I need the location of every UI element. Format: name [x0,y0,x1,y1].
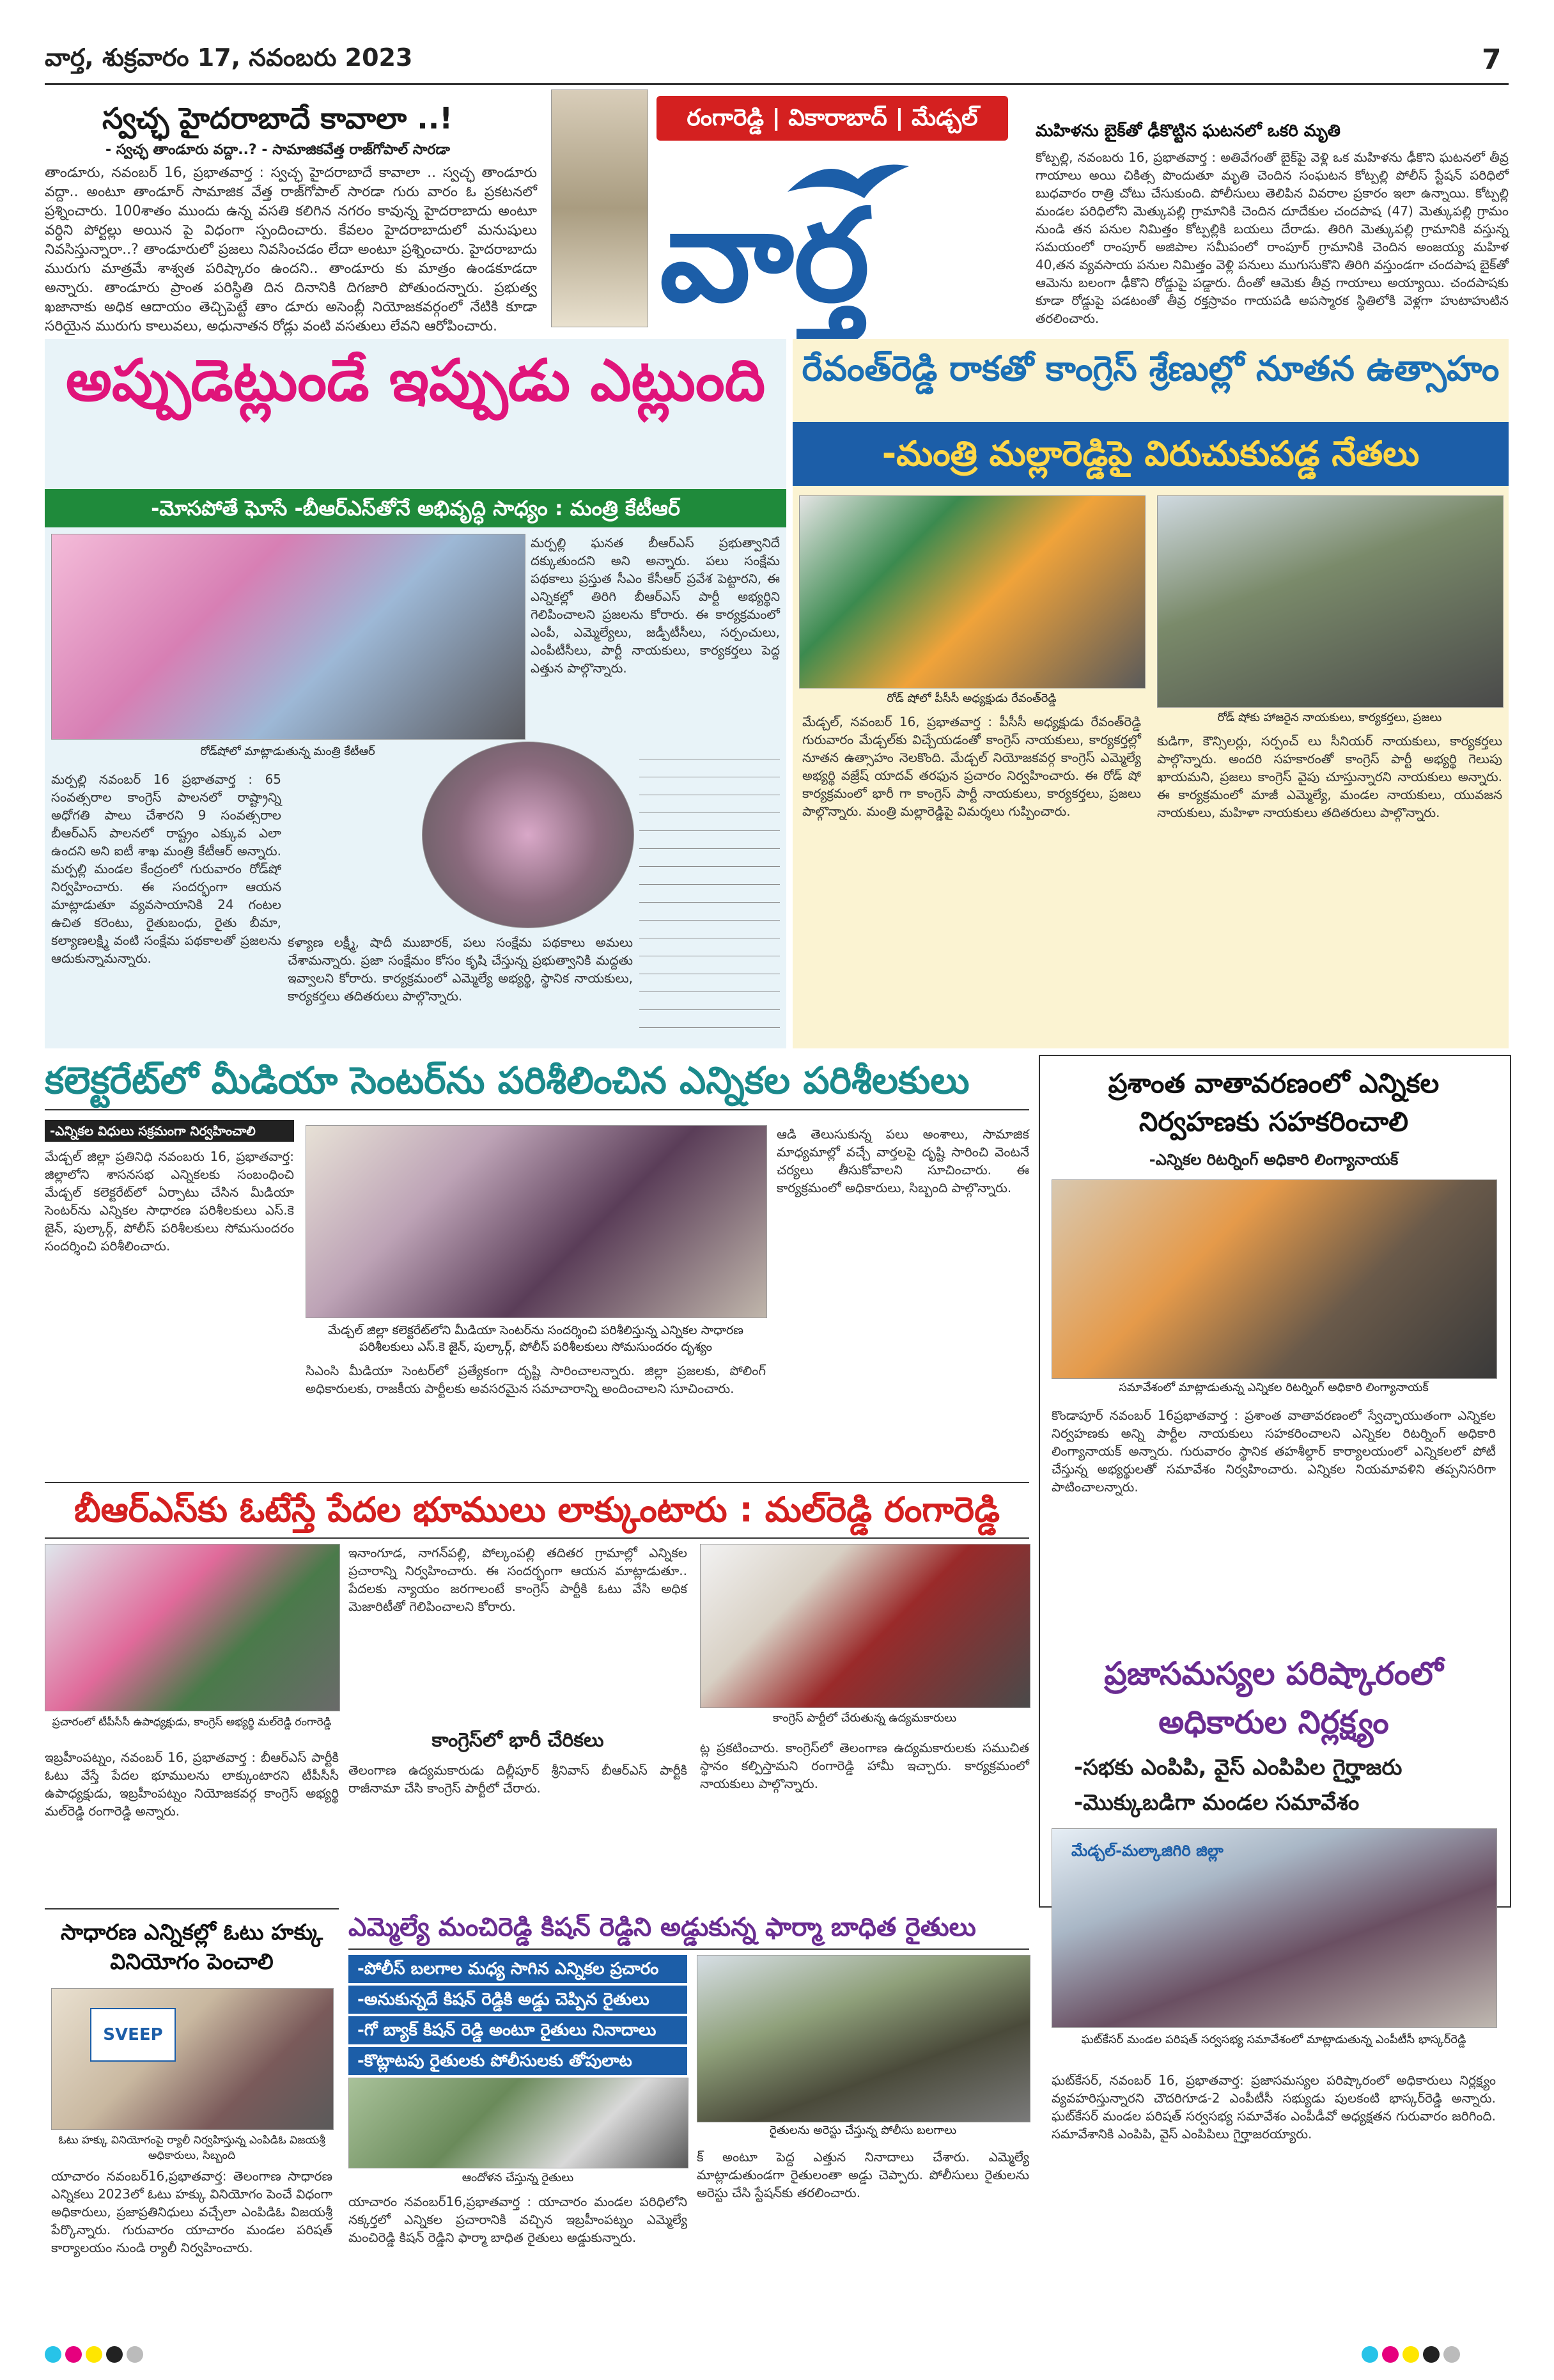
article-5-photo [306,1125,767,1318]
article-8-subtitle-1: -సభకు ఎంపిపి, వైస్ ఎంపిపిల గైర్హాజరు [1074,1755,1402,1780]
district-strip [657,96,1008,141]
article-10-photo-2 [348,2078,688,2168]
article-9-body: యాచారం నవంబర్16,ప్రభాతవార్త: తెలంగాణ సాధారణ ఎన్నికలు 2023లో ఓటు హక్కు వినియోగం పెంచే విధంగా అధికారులు, ప్రజాప్రతినిధులు వచ్చేలా ఎంపిడిఓ విజయశ్రీ పేర్కొన్నారు. గురువారం యాచారం మండల పరిషత్ కార్యాలయం నుండి ర్యాలీ నిర్వహించారు. [51,2168,332,2255]
registration-marks-right [1362,2346,1464,2365]
article-7-rule-top [45,1482,1029,1483]
masthead-block [551,89,1011,332]
article-8-photo-banner: మేడ్చల్-మల్కాజిగిరి జిల్లా [1071,1842,1224,1860]
article-1-title: స్వచ్ఛ హైదరాబాదే కావాలా ..! [102,101,453,136]
article-4-photo-1 [799,495,1146,688]
article-4-title: రేవంత్‌రెడ్డి రాకతో కాంగ్రెస్ శ్రేణుల్లో నూతన ఉత్సాహం [802,348,1500,389]
article-4-subtitle: -మంత్రి మల్లారెడ్డిపై విరుచుకుపడ్డ నేతలు [882,433,1420,474]
article-7-body-4: ట్ల ప్రకటించారు. కాంగ్రెస్‌లో తెలంగాణ ఉద్యమకారులకు సముచిత స్థానం కల్పిస్తామని రంగారెడ్డి హామీ ఇచ్చారు. కార్యక్రమంలో నాయకులు పాల్గొన్నారు. [700,1740,1029,1791]
article-6-photo [1052,1179,1497,1379]
reg-dot-cyan-r [1362,2346,1378,2363]
article-3-subtitle-bar [45,489,786,527]
reg-dot-cyan [45,2346,61,2363]
article-4-caption-1: రోడ్ షోలో పీసీసీ అధ్యక్షుడు రేవంత్‌రెడ్డి [887,692,1057,705]
article-8-body: ఘట్‌కేసర్, నవంబర్ 16, ప్రభాతవార్త: ప్రజాసమస్యల పరిష్కారంలో అధికారులు నిర్లక్ష్యం వ్యవహరిస్తున్నారని చౌదరిగూడ-2 ఎంపీటీసీ సభ్యుడు పులకంటి భాస్కర్‌రెడ్డి అన్నారు. ఘట్‌కేసర్ మండల పరిషత్ సర్వసభ్య సమావేశం ఎంపీడీవో అధ్యక్షతన గురువారం జరిగింది. సమావేశానికి ఎంపిపి, వైస్ ఎంపిపిలు గైర్హాజరయ్యారు. [1052,2073,1496,2142]
article-10-bullet-4: -కొట్లాటపు రైతులకు పోలీసులకు తోపులాట [348,2047,687,2075]
article-9-poster [90,2008,176,2062]
article-1-subtitle: - స్వచ్ఛ తాండూరు వద్దా..? - సామాజికవేత్త రాజ్‌గోపాల్ సారడా [105,142,450,158]
article-5-body-2: సిఎంసి మీడియా సెంటర్‌లో ప్రత్యేకంగా దృష్టి సారించాలన్నారు. జిల్లా ప్రజలకు, పోలింగ్ అధికారులకు, రాజకీయ పార్టీలకు అవసరమైన సమాచారాన్ని అందించాలని సూచించారు. [306,1363,766,1396]
article-5-caption: మేడ్చల్ జిల్లా కలెక్టరేట్‌లోని మీడియా సెంటర్‌ను సందర్శించి పరిశీలిస్తున్న ఎన్నికల సాధారణ పరిశీలకులు ఎస్.కె జైన్, పుల్కార్గ్, పోలీస్ పరిశీలకులు సోమసుందరం దృశ్యం [328,1323,743,1354]
article-7-photo-2 [700,1544,1030,1708]
article-10-bullet-1: -పోలీస్ బలగాల మధ్య సాగిన ఎన్నికల ప్రచారం [348,1955,687,1983]
article-3-caption: రోడ్‌షోలో మాట్లాడుతున్న మంత్రి కేటీఆర్ [200,745,375,758]
article-3-photo [51,534,525,740]
article-9-poster-text: SVEEP [103,2025,163,2044]
article-10-bullets [348,1955,687,2075]
article-10-caption-2: ఆందోళన చేస్తున్న రైతులు [462,2171,574,2184]
article-3-body-2: కళ్యాణ లక్ష్మీ, షాదీ ముబారక్, పలు సంక్షేమ పథకాలు అమలు చేశామన్నారు. ప్రజా సంక్షేమం కోసం కృషి చేస్తున్న ప్రభుత్వానికి మద్దతు ఇవ్వాలని కోరారు. కార్యక్రమంలో ఎమ్మెల్యే అభ్యర్థి, స్థానిక నాయకులు, కార్యకర్తలు తదితరులు పాల్గొన్నారు. [288,935,633,1004]
article-3-body-1: మర్పల్లి నవంబర్ 16 ప్రభాతవార్త : 65 సంవత్సరాల కాంగ్రెస్ పాలనలో రాష్ట్రాన్ని అధోగతి పాలు చేశారని 9 సంవత్సరాల బీఆర్ఎస్ పాలనలో రాష్ట్రం ఎక్కువ ఎలా ఉందని అని ఐటీ శాఖ మంత్రి కేటీఆర్ అన్నారు. మర్పల్లి మండల కేంద్రంలో గురువారం రోడ్‌షో నిర్వహించారు. ఈ సందర్భంగా ఆయన మాట్లాడుతూ వ్యవసాయానికి 24 గంటల ఉచిత కరెంటు, రైతుబంధు, రైతు బీమా, కల్యాణలక్ష్మి వంటి సంక్షేమ పథకాలతో ప్రజలను ఆదుకున్నామన్నారు. [51,772,281,966]
article-10-photo-1 [697,1955,1030,2122]
article-4-body-1: మేడ్చల్, నవంబర్ 16, ప్రభాతవార్త : పీసీసీ అధ్యక్షుడు రేవంత్‌రెడ్డి గురువారం మేడ్చల్‌కు విచ్చేయడంతో కాంగ్రెస్ నాయకులు, కార్యకర్తల్లో నూతన ఉత్సాహం నెలకొంది. మేడ్చల్ నియోజకవర్గ కాంగ్రెస్ ఎమ్మెల్యే అభ్యర్థి వజ్రేష్ యాదవ్ తరఫున ప్రచారం నిర్వహించారు. ఈ రోడ్ షో కార్యక్రమంలో భారీ గా కాంగ్రెస్ పార్టీ నాయకులు, కార్యకర్తలు, ప్రజలు పాల్గొన్నారు. మంత్రి మల్లారెడ్డిపై విమర్శలు గుప్పించారు. [802,714,1141,819]
logo-text: వార్త [660,180,870,331]
article-10-body-1: యాచారం నవంబర్16,ప్రభాతవార్త : యాచారం మండల పరిధిలోని నక్కర్తలో ఎన్నికల ప్రచారానికి వచ్చిన ఇబ్రహీంపట్నం ఎమ్మెల్యే మంచిరెడ్డి కిషన్ రెడ్డిని ఫార్మా బాధిత రైతులు అడ్డుకున్నారు. [348,2194,687,2245]
article-8-caption: ఘట్‌కేసర్ మండల పరిషత్ సర్వసభ్య సమావేశంలో మాట్లాడుతున్న ఎంపీటీసీ భాస్కర్‌రెడ్డి [1081,2033,1466,2046]
article-1-body: తాండూరు, నవంబర్ 16, ప్రభాతవార్త : స్వచ్ఛ హైదరాబాదే కావాలా .. స్వచ్ఛ తాండూరు వద్దా.. అంటూ తాండూర్ సామాజిక వేత్త రాజ్‌గోపాల్ సారడా గురు వారం ఓ ప్రకటనలో ప్రశ్నించారు. 100శాతం ముందు ఉన్న వసతి కలిగిన నగరం కావున్న హైదరాబాదు అంటూ వర్ధిని పోర్టల్లు అయిన పై విధంగా స్పందించారు. కేవలం హైదరాబాదులో మనుషులు నివసిస్తున్నారా..? తాండూరులో ప్రజలు నివసించడం లేదా అంటూ ప్రశ్నించారు. హైదరాబాదు మురుగు మాత్రమే శాశ్వత పరిష్కారం ఉందని.. తాండూరు కు మాత్రం ఉండకూడదా అన్నారు. తాండూరు ప్రాంత పరిస్థితి దిన దినానికి దిగజారి పోతుందన్నారు. ప్రభుత్వ ఖజానాకు అధిక ఆదాయం తెచ్చిపెట్టే తాం డూరు అసెంబ్లీ నియోజకవర్గంలో నేటికి కూడా సరియైన మురుగు కాలువలు, అధునాతన రోడ్లు వంటి వసతులు లేవని ఆరోపించారు. [45,165,537,334]
article-10-rule [348,1948,1029,1950]
article-4-photo-2 [1157,495,1503,708]
registration-marks-left [45,2346,147,2365]
article-3-crowd-photo [422,742,634,928]
article-4-body-2: కుడిగా, కౌన్సిలర్లు, సర్పంచ్ లు సీనియర్ నాయకులు, కార్యకర్తలు పాల్గొన్నారు. అందరి సహకారంతో కాంగ్రెస్ పార్టీ అభ్యర్థి గెలుపు ఖాయమని, ప్రజలు కాంగ్రెస్ వైపు చూస్తున్నారని నాయకులు అన్నారు. ఈ కార్యక్రమంలో మాజీ ఎమ్మెల్యే, మండల నాయకులు, యువజన నాయకులు, మహిళా నాయకులు తదితరులు పాల్గొన్నారు. [1157,733,1502,820]
article-2-body: కోట్పల్లి, నవంబరు 16, ప్రభాతవార్త : అతివేగంతో బైక్‌పై వెళ్లి ఒక మహిళను ఢీకొని ఘటనలో తీవ్ర గాయాలు అయి చికిత్స పొందుతూ మృతి చెందిన సంఘటన కోట్పల్లి పోలీస్ స్టేషన్ పరిధిలో బుధవారం రాత్రి చోటు చేసుకుంది. పోలీసులు తెలిపిన వివరాల ప్రకారం ఇలా ఉన్నాయి. కోట్పల్లి మండల పరిధిలోని మెత్కుపల్లి గ్రామానికి చెందిన దూదేకుల చందపాష (47) మెత్కుపల్లి గ్రామం నుండి తన పనుల నిమిత్తం కోట్పల్లికి బయలు దేరాడు. తిరిగి మెత్కుపల్లి గ్రామానికి వస్తున్న సమయంలో రాంపూర్ అజిపాల సమీపంలో రాంపూర్ గ్రామానికి చెందిన అంజయ్య మహిళ 40,తన వ్యవసాయ పనుల నిమిత్తం వెళ్లి పనులు ముగుసుకొని తిరిగి వస్తుండగా చందపాష బైక్‌తో ఆమెను బలంగా ఢీకొని రోడ్డుపై పడ్డారు. దీంతో ఆమెకు తీవ్ర గాయాలు అయ్యాయి. చందపాషకు కూడా రోడ్డుపై పడటంతో తీవ్ర రక్తస్రావం గాయపడి అపస్మారక స్థితిలోకి వెళ్లగా హుటాహుటిన తరలించారు. [1036,150,1509,326]
article-10-bullet-2: -అనుకున్నదే కిషన్ రెడ్డికి అడ్డు చెప్పిన రైతులు [348,1986,687,2014]
article-10-title: ఎమ్మెల్యే మంచిరెడ్డి కిషన్ రెడ్డిని అడ్డుకున్న ఫార్మా బాధిత రైతులు [348,1913,976,1942]
reg-dot-yellow [86,2346,102,2363]
article-7-subhead: కాంగ్రెస్‌లో భారీ చేరికలు [431,1729,604,1752]
article-7-body-3: తెలంగాణ ఉద్యమకారుడు దిల్లీపూర్ శ్రీనివాస్ బీఆర్ఎస్ పార్టీకి రాజీనామా చేసి కాంగ్రెస్ పార్టీలో చేరారు. [348,1762,687,1796]
article-7-caption-2: కాంగ్రెస్ పార్టీలో చేరుతున్న ఉద్యమకారులు [772,1711,957,1725]
article-7-body-1: ఇబ్రహీంపట్నం, నవంబర్ 16, ప్రభాతవార్త : బీఆర్ఎస్ పార్టీకి ఓటు వేస్తే పేదల భూములను లాక్కుంటారని టీపీసీసీ ఉపాధ్యక్షుడు, ఇబ్రహీంపట్నం నియోజకవర్గ కాంగ్రెస్ అభ్యర్థి మల్‌రెడ్డి రంగారెడ్డి అన్నారు. [45,1750,339,1819]
page-number: 7 [1482,43,1502,76]
reg-dot-magenta-r [1382,2346,1399,2363]
article-5-subtitle-bar [45,1120,294,1142]
reg-dot-black [106,2346,123,2363]
date-line: వార్త, శుక్రవారం 17, నవంబరు 2023 [45,43,413,72]
article-6-caption: సమావేశంలో మాట్లాడుతున్న ఎన్నికల రిటర్నింగ్ అధికారి లింగ్యానాయక్ [1119,1381,1429,1394]
top-rule [45,83,1509,85]
article-2-title: మహిళను బైక్‌తో ఢీకొట్టిన ఘటనలో ఒకరి మృతి [1036,121,1341,141]
article-5-title: కలెక్టరేట్‌లో మీడియా సెంటర్‌ను పరిశీలించిన ఎన్నికల పరిశీలకులు [45,1059,970,1102]
reg-dot-grey [127,2346,143,2363]
article-3-title: అప్పుడెట్లుండే ఇప్పుడు ఎట్లుంది [65,346,766,414]
article-5-body-3: ఆడి తెలుసుకున్న పలు అంశాలు, సామాజిక మాధ్యమాల్లో వచ్చే వార్తలపై దృష్టి సారించి వెంటనే చర్యలు తీసుకోవాలని సూచించారు. ఈ కార్యక్రమంలో అధికారులు, సిబ్బంది పాల్గొన్నారు. [777,1126,1029,1195]
article-7-caption-1: ప్రచారంలో టీపీసీసీ ఉపాధ్యక్షుడు, కాంగ్రెస్ అభ్యర్థి మల్‌రెడ్డి రంగారెడ్డి [52,1716,332,1729]
article-7-rule [45,1537,1029,1539]
reg-dot-magenta [65,2346,82,2363]
article-3-subtitle: -మోసపోతే ఘోసే -బీఆర్ఎస్‌తోనే అభివృద్ధి సాధ్యం : మంత్రి కేటీఆర్ [151,496,680,520]
article-9-caption: ఓటు హక్కు వినియోగంపై ర్యాలీ నిర్వహిస్తున్న ఎంపిడిఓ విజయశ్రీ అధికారులు, సిబ్బంది [58,2134,325,2162]
reg-dot-yellow-r [1402,2346,1419,2363]
article-8-photo [1052,1828,1497,2028]
article-6-subtitle: -ఎన్నికల రిటర్నింగ్ అధికారి లింగ్యానాయక్ [1149,1151,1399,1169]
article-8-title: ప్రజాసమస్యల పరిష్కారంలో అధికారుల నిర్లక్ష్యం [1104,1655,1443,1741]
article-10-caption-1: రైతులను అరెస్టు చేస్తున్న పోలీసు బలగాలు [769,2124,957,2137]
article-10-body-2: క్ అంటూ పెద్ద ఎత్తున నినాదాలు చేశారు. ఎమ్మెల్యే మాట్లాడుతుండగా రైతులంతా అడ్డు చెప్పారు. పోలీసులు రైతులను అరెస్టు చేసి స్టేషన్‌కు తరలించారు. [697,2149,1029,2200]
article-4-subtitle-bar [793,422,1509,486]
article-3-body-3: మర్పల్లి ఘనత బీఆర్ఎస్ ప్రభుత్వానిదే దక్కుతుందని అని అన్నారు. పలు సంక్షేమ పథకాలు ప్రస్తుత సీఎం కేసీఆర్ ప్రవేశ పెట్టారని, ఈ ఎన్నికల్లో తిరిగి బీఆర్ఎస్ పార్టీ అభ్యర్థిని గెలిపించాలని ప్రజలను కోరారు. ఈ కార్యక్రమంలో ఎంపీ, ఎమ్మెల్యేలు, జడ్పీటీసీలు, సర్పంచులు, ఎంపీటీసీలు, పార్టీ నాయకులు, కార్యకర్తలు పెద్ద ఎత్తున పాల్గొన్నారు. [531,535,780,676]
article-3-body-3b [639,745,780,1042]
article-6-title: ప్రశాంత వాతావరణంలో ఎన్నికల నిర్వహణకు సహకరించాలి [1108,1068,1440,1137]
district-strip-text: రంగారెడ్డి | వికారాబాద్ | మేడ్చల్ [687,105,978,131]
temple-photo [551,89,648,327]
article-4-caption-2: రోడ్ షోకు హాజరైన నాయకులు, కార్యకర్తలు, ప్రజలు [1217,711,1442,724]
article-5-body-1: మేడ్చల్ జిల్లా ప్రతినిధి నవంబరు 16, ప్రభాతవార్త: జిల్లాలోని శాసనసభ ఎన్నికలకు సంబంధించి మేడ్చల్ కలెక్టరేట్‌లో ఏర్పాటు చేసిన మీడియా సెంటర్‌ను ఎన్నికల సాధారణ పరిశీలకులు ఎస్.కె జైన్, పుల్కార్గ్, పోలీస్ పరిశీలకులు సోమసుందరం సందర్శించి పరిశీలించారు. [45,1149,294,1254]
article-9-title: సాధారణ ఎన్నికల్లో ఓటు హక్కు వినియోగం పెంచాలి [60,1920,323,1975]
reg-dot-grey-r [1443,2346,1460,2363]
article-10-bullet-3: -గో బ్యాక్ కిషన్ రెడ్డి అంటూ రైతులు నినాదాలు [348,2016,687,2044]
article-5-rule [45,1109,1029,1110]
article-9-photo [51,1988,334,2130]
article-8-subtitle-2: -మొక్కుబడిగా మండల సమావేశం [1074,1790,1360,1816]
article-6-body: కొండాపూర్ నవంబర్ 16ప్రభాతవార్త : ప్రశాంత వాతావరణంలో స్వేచ్ఛాయుతంగా ఎన్నికల నిర్వహణకు అన్ని పార్టీల నాయకులు సహకరించాలని ఎన్నికల రిటర్నింగ్ అధికారి లింగ్యానాయక్ అన్నారు. గురువారం స్థానిక తహశీల్దార్ కార్యాలయంలో ఎన్నికలలో పోటీ చేస్తున్న అభ్యర్థులతో సమావేశం నిర్వహించారు. ఎన్నికల నియమావళిని తప్పనిసరిగా పాటించాలన్నారు. [1052,1408,1496,1495]
reg-dot-black-r [1423,2346,1440,2363]
article-7-title: బీఆర్ఎస్‌కు ఓటేస్తే పేదల భూములు లాక్కుంటారు : మల్‌రెడ్డి రంగారెడ్డి [74,1489,1000,1530]
article-7-body-2: ఇనాంగూడ, నాగన్‌పల్లి, పోల్కంపల్లి తదితర గ్రామాల్లో ఎన్నికల ప్రచారాన్ని నిర్వహించారు. ఈ సందర్భంగా ఆయన మాట్లాడుతూ.. పేదలకు న్యాయం జరగాలంటే కాంగ్రెస్ పార్టీకి ఓటు వేసి అధిక మెజారిటీతో గెలిపించాలని కోరారు. [348,1545,687,1614]
article-5-subtitle: -ఎన్నికల విధులు సక్రమంగా నిర్వహించాలి [50,1123,256,1139]
article-7-photo-1 [45,1544,340,1711]
